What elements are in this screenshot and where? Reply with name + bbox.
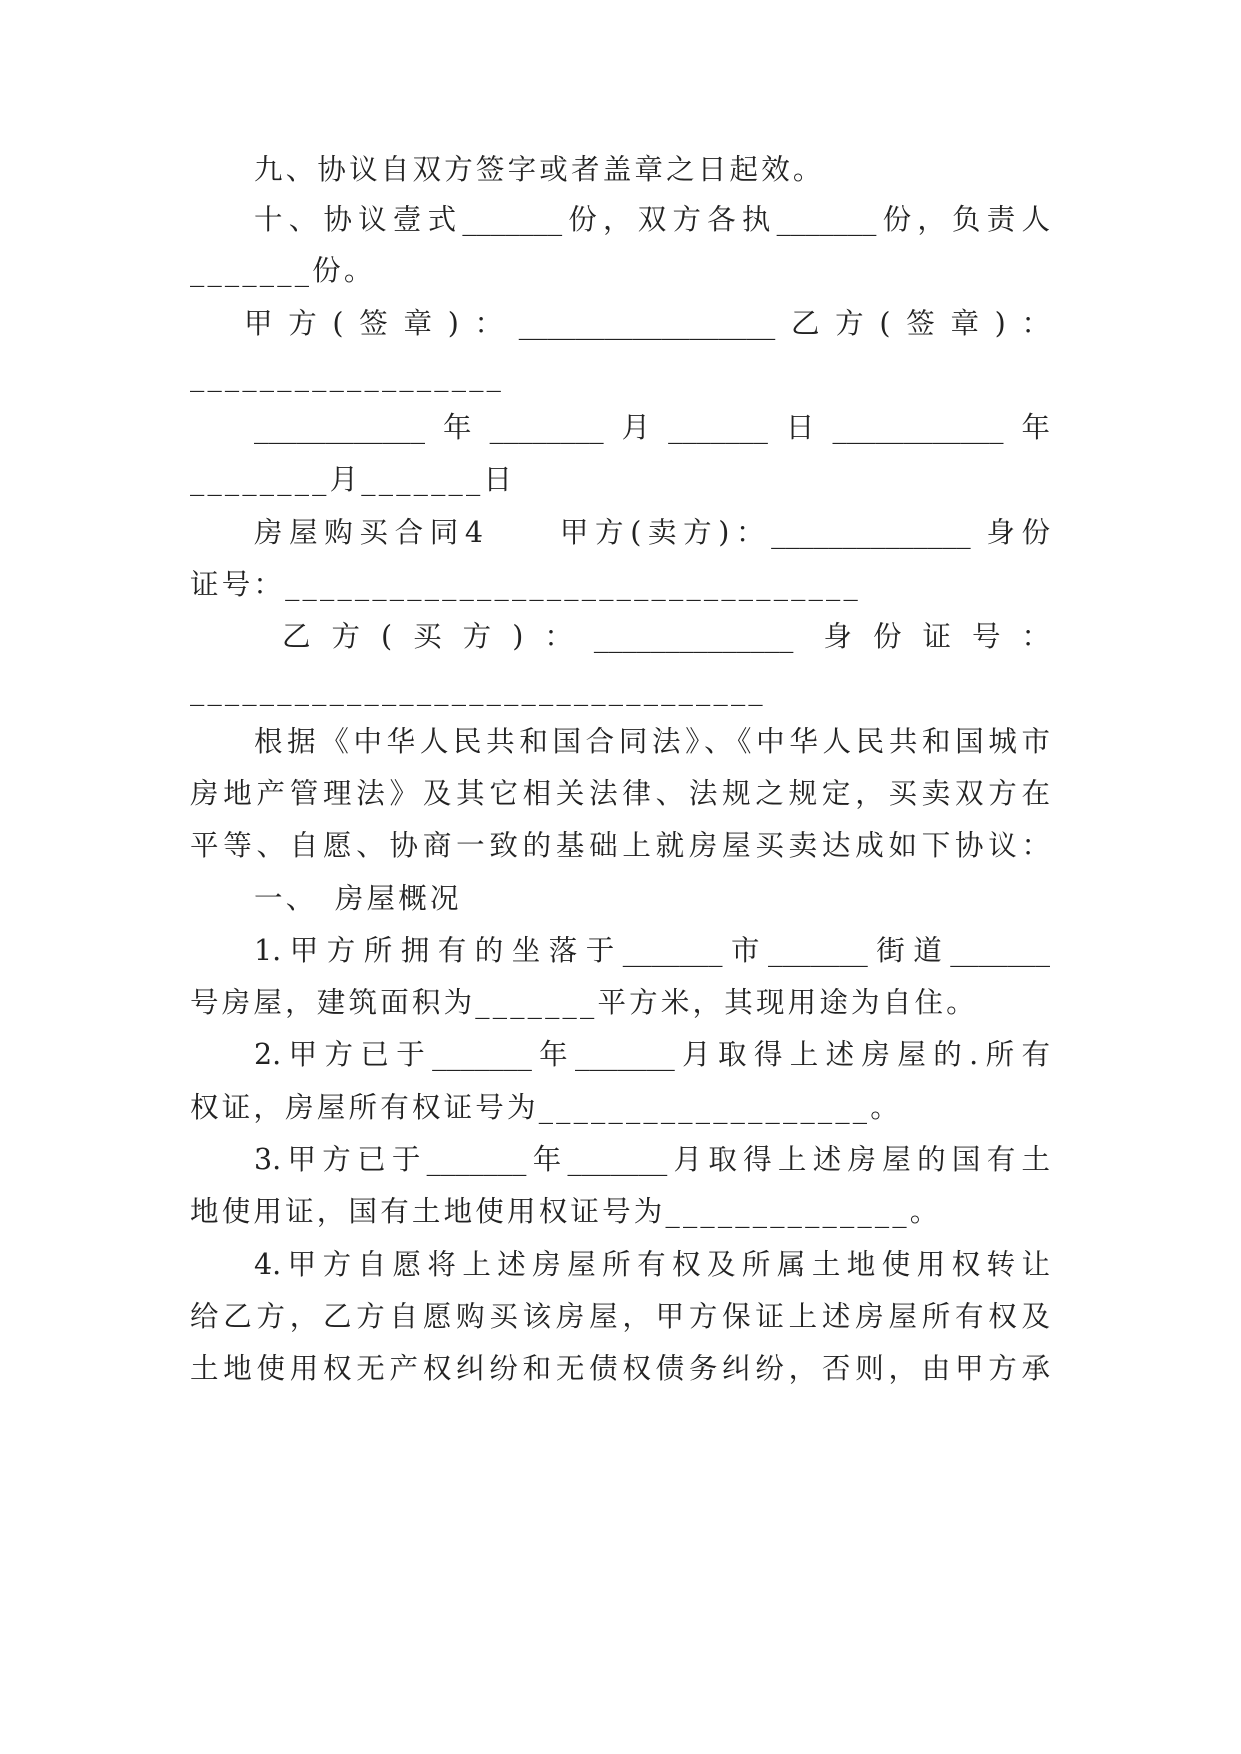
buyer-id-number: _________________________________	[190, 673, 766, 706]
preamble-line-3: 平等、自愿、协商一致的基础上就房屋买卖达成如下协议：	[190, 829, 1050, 862]
signature-line: 甲方(签章)：__________________乙方(签章)：	[244, 307, 1050, 340]
item-2-line-1: 2.甲方已于_______年_______月取得上述房屋的.所有	[254, 1038, 1050, 1071]
buyer-line: 乙方(买方)：______________ 身份证号：	[282, 620, 1050, 653]
clause-nine: 九、协议自双方签字或者盖章之日起效。	[254, 153, 825, 186]
item-1-line-2: 号房屋，建筑面积为_______平方米，其现用途为自住。	[190, 986, 978, 1019]
signature-line-cont: __________________	[190, 359, 505, 392]
clause-ten-cont: _______份。	[190, 254, 376, 287]
item-1-line-1: 1.甲方所拥有的坐落于_______市_______街道_______	[254, 934, 1050, 967]
date-line-cont: ________月_______日	[190, 463, 516, 496]
item-4-line-1: 4.甲方自愿将上述房屋所有权及所属土地使用权转让	[254, 1248, 1050, 1281]
preamble-line-1: 根据《中华人民共和国合同法》、《中华人民共和国城市	[254, 725, 1050, 758]
item-4-line-3: 土地使用权无产权纠纷和无债权债务纠纷，否则，由甲方承	[190, 1352, 1050, 1385]
contract-title-seller: 房屋购买合同4 甲方(卖方)：______________ 身份	[254, 516, 1050, 549]
date-line: ____________年________月_______日____________年	[254, 411, 1050, 444]
clause-ten: 十、协议壹式_______份，双方各执_______份，负责人	[254, 203, 1050, 236]
item-3-line-2: 地使用证，国有土地使用权证号为______________。	[190, 1195, 942, 1228]
seller-id-number: 证号：_________________________________	[190, 568, 861, 601]
section-heading-house: 一、 房屋概况	[254, 882, 462, 915]
preamble-line-2: 房地产管理法》及其它相关法律、法规之规定，买卖双方在	[190, 777, 1050, 810]
item-4-line-2: 给乙方，乙方自愿购买该房屋，甲方保证上述房屋所有权及	[190, 1300, 1050, 1333]
item-3-line-1: 3.甲方已于_______年_______月取得上述房屋的国有土	[254, 1143, 1050, 1176]
item-2-line-2: 权证，房屋所有权证号为___________________。	[190, 1091, 902, 1124]
